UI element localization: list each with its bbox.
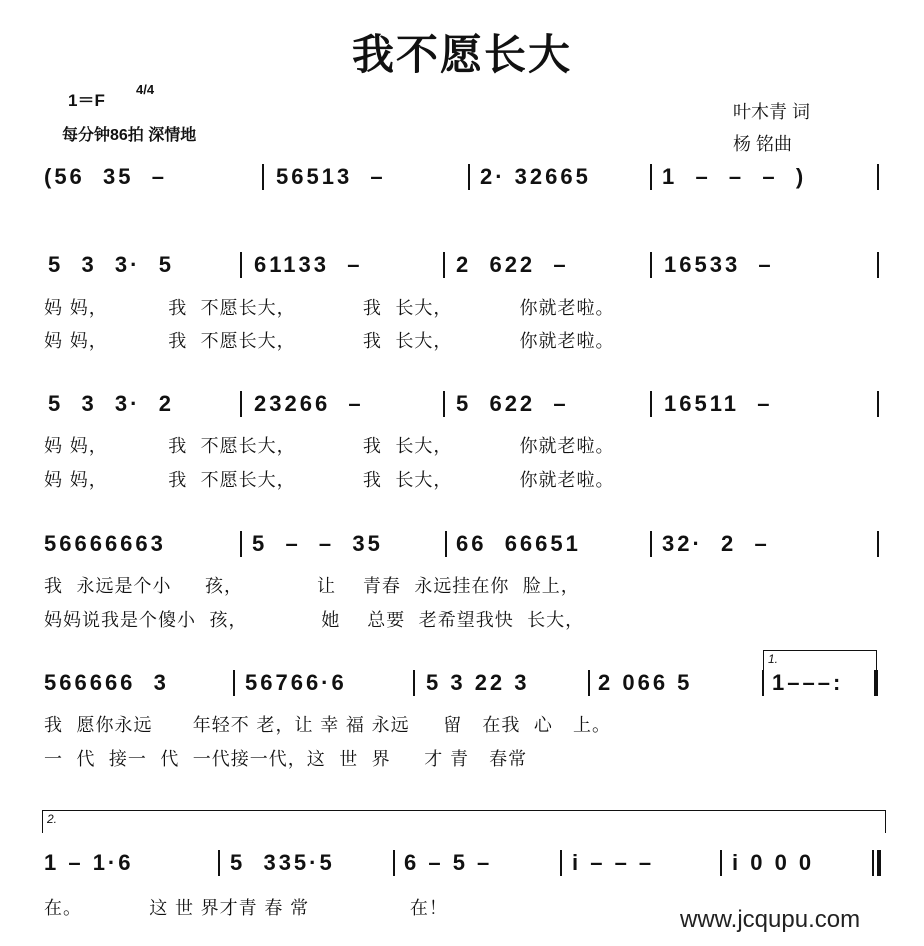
measure: 32· 2 – [662, 531, 770, 556]
lyric-line: 我 愿你永远 年轻不 老，让 幸 福 永远 留 在我 心 上。 [44, 715, 612, 736]
measure: 23266 – [254, 391, 364, 416]
barline [443, 391, 445, 417]
measure: 5 – – 35 [252, 531, 383, 556]
measure: 56666663 [44, 531, 166, 556]
measure: i 0 0 0 [732, 850, 815, 875]
barline [443, 252, 445, 278]
barline [468, 164, 470, 190]
song-title: 我不愿长大 [351, 31, 572, 78]
measure: 2· 32665 [480, 164, 591, 189]
time-signature: 4/4 [136, 82, 155, 97]
barline [877, 164, 879, 190]
measure: 16511 – [664, 391, 773, 416]
barline [240, 391, 242, 417]
barline [218, 850, 220, 876]
measure: 1 – 1·6 [44, 850, 134, 875]
measure: 16533 – [664, 252, 774, 277]
measure: 1 – – – ) [662, 164, 807, 189]
measure: 5 3 3· 5 [48, 252, 174, 277]
measure: 56513 – [276, 164, 386, 189]
barline [650, 252, 652, 278]
measure: 5 3 22 3 [426, 670, 530, 695]
measure: 56766·6 [245, 670, 347, 695]
lyric-line: 一 代 接一 代 一代接一代，这 世 界 才 青 春常 [44, 749, 528, 770]
barline [650, 391, 652, 417]
lyric-line: 妈 妈， 我 不愿长大， 我 长大， 你就老啦。 [44, 331, 615, 352]
barline [762, 670, 764, 696]
key-signature: 1＝F [68, 91, 105, 110]
barline [560, 850, 562, 876]
measure: 5 335·5 [230, 850, 335, 875]
measure: 61133 – [254, 252, 363, 277]
composer-credit: 杨 铭曲 [733, 134, 793, 154]
barline [877, 252, 879, 278]
measure: 5 622 – [456, 391, 569, 416]
lyric-line: 在。 这 世 界才青 春 常 在！ [44, 898, 448, 919]
barline [240, 531, 242, 557]
measure: 66 66651 [456, 531, 581, 556]
barline [233, 670, 235, 696]
measure: 2 622 – [456, 252, 569, 277]
barline [872, 850, 874, 876]
repeat-barline [874, 670, 878, 696]
barline [262, 164, 264, 190]
barline [877, 391, 879, 417]
barline [650, 164, 652, 190]
barline [240, 252, 242, 278]
volta-label: 2. [47, 812, 58, 826]
volta-label: 1. [768, 652, 779, 666]
lyric-line: 妈 妈， 我 不愿长大， 我 长大， 你就老啦。 [44, 436, 615, 457]
measure: 1–––: [772, 670, 844, 695]
lyric-line: 妈 妈， 我 不愿长大， 我 长大， 你就老啦。 [44, 470, 615, 491]
barline [588, 670, 590, 696]
lyric-line: 我 永远是个小 孩， 让 青春 永远挂在你 脸上， [44, 576, 580, 597]
final-barline [877, 850, 881, 876]
lyric-line: 妈妈说我是个傻小 孩， 她 总要 老希望我快 长大， [44, 610, 585, 631]
measure: 6 – 5 – [404, 850, 493, 875]
barline [650, 531, 652, 557]
lyric-line: 妈 妈， 我 不愿长大， 我 长大， 你就老啦。 [44, 298, 615, 319]
barline [720, 850, 722, 876]
watermark: www.jcqupu.com [680, 906, 861, 933]
barline [877, 531, 879, 557]
measure: i – – – [572, 850, 655, 875]
measure: 2 066 5 [598, 670, 693, 695]
measure: (56 35 – [44, 164, 167, 189]
barline [393, 850, 395, 876]
barline [445, 531, 447, 557]
measure: 566666 3 [44, 670, 169, 695]
second-ending-bracket [42, 810, 886, 833]
barline [413, 670, 415, 696]
tempo-marking: 每分钟86拍 深情地 [62, 127, 197, 144]
lyricist-credit: 叶木青 词 [733, 102, 811, 122]
measure: 5 3 3· 2 [48, 391, 174, 416]
